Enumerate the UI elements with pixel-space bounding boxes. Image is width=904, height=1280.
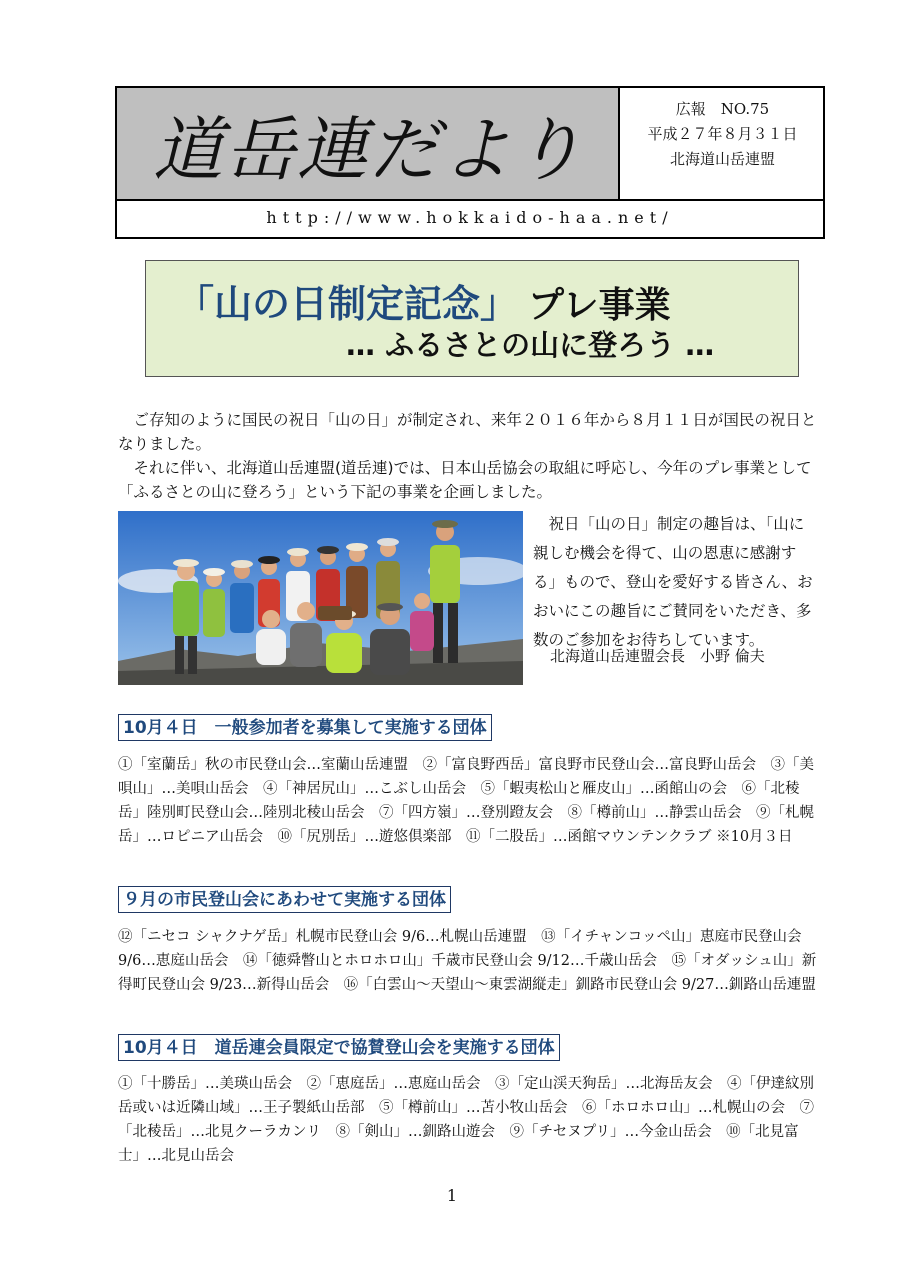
section-body-september: ⑫「ニセコ シャクナゲ岳」札幌市民登山会 9/6…札幌山岳連盟 ⑬「イチャンコッペ山」恵庭市民登山会 9/6…恵庭山岳会 ⑭「徳舜瞥山とホロホロ山」千歳市民登山会 9/12…千歳山岳会 ⑮「オダッシュ山」新得町民登山会 9/23…新得山岳会 ⑯「白雲山～天望山～東雲湖縦走」釧路市民登山会 9/27…釧路山岳連盟: [118, 929, 817, 993]
event-banner: [145, 260, 799, 377]
section-body-public: ①「室蘭岳」秋の市民登山会…室蘭山岳連盟 ②「富良野西岳」富良野市民登山会…富良野山岳会 ③「美唄山」…美唄山岳会 ④「神居尻山」…こぶし山岳会 ⑤「蝦夷松山と雁皮山」…函館山の会 ⑥「北稜岳」陸別町民登山会…陸別北稜山岳会 ⑦「四方嶺」…登別蹬友会 ⑧「樽前山」…静雲山岳会 ⑨「札幌岳」…ロピニア山岳会 ⑩「尻別岳」…遊悠倶楽部 ⑪「二股岳」…函館マウンテンクラブ ※10月３日: [118, 757, 814, 845]
newsletter-title: 道岳連だより: [153, 109, 585, 191]
aside-message: [533, 510, 818, 655]
chairman-signature: 北海道山岳連盟会長 小野 倫夫: [550, 647, 765, 665]
page-number: 1: [446, 1186, 458, 1205]
photo-illustration: [118, 511, 523, 685]
section-body-members: ①「十勝岳」…美瑛山岳会 ②「恵庭岳」…恵庭山岳会 ③「定山渓天狗岳」…北海岳友会 ④「伊達紋別岳或いは近隣山域」…王子製紙山岳部 ⑤「樽前山」…苫小牧山岳会 ⑥「ホロホロ山」…札幌山の会 ⑦「北稜岳」…北見クーラカンリ ⑧「剣山」…釧路山遊会 ⑨「チセヌプリ」…今金山岳会 ⑩「北見富士」…北見山岳会: [118, 1076, 814, 1164]
intro-paragraph-1: ご存知のように国民の祝日「山の日」が制定され、来年２０１６年から８月１１日が国民の祝日となりました。: [118, 411, 817, 453]
issue-date: 平成２７年８月３１日: [647, 125, 798, 143]
aside-text: 祝日「山の日」制定の趣旨は、「山に親しむ機会を得て、山の恩恵に感謝する」もので、登山を愛好する皆さん、おおいにこの趣旨にご賛同をいただき、多数のご参加をお待ちしています。: [533, 515, 813, 649]
title-box: [117, 88, 620, 199]
masthead: [115, 86, 825, 239]
section-heading-public: 10月４日 一般参加者を募集して実施する団体: [118, 714, 492, 741]
issue-info: [620, 88, 825, 199]
intro-text: [118, 408, 818, 504]
banner-main-title: 「山の日制定記念」: [176, 282, 519, 326]
banner-subtitle: … ふるさとの山に登ろう …: [346, 328, 715, 362]
publisher: 北海道山岳連盟: [669, 150, 775, 168]
section-heading-members: 10月４日 道岳連会員限定で協賛登山会を実施する団体: [118, 1034, 560, 1061]
website-url[interactable]: http://www.hokkaido-haa.net/: [117, 199, 823, 237]
intro-paragraph-2: それに伴い、北海道山岳連盟(道岳連)では、日本山岳協会の取組に呼応し、今年のプレ事業として「ふるさとの山に登ろう」という下記の事業を企画しました。: [118, 459, 812, 501]
banner-suffix: プレ事業: [528, 285, 671, 326]
banner-headline: [176, 273, 671, 328]
issue-number: 広報 NO.75: [675, 100, 770, 118]
section-heading-september: ９月の市民登山会にあわせて実施する団体: [118, 886, 451, 913]
group-summit-photo: [118, 511, 523, 685]
